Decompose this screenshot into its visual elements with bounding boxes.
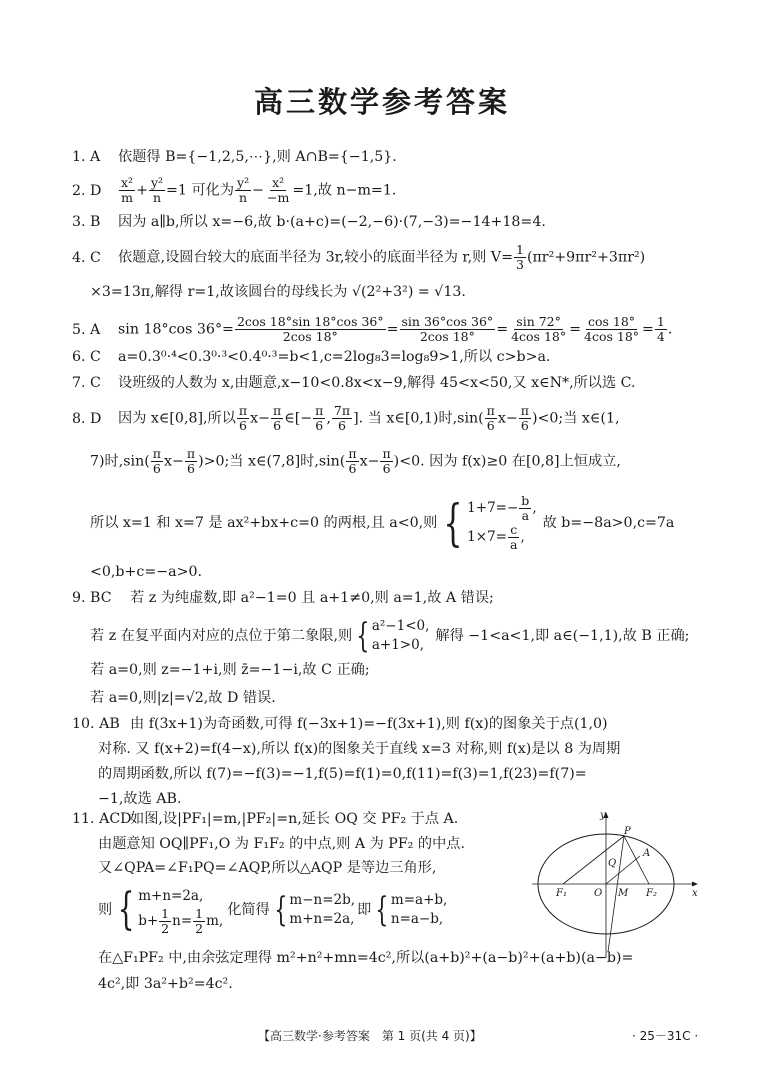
- ellipse-figure: [528, 806, 708, 962]
- equation-system: { m−n=2b, m+n=2a,: [274, 890, 356, 930]
- fraction: $\frac{1}{2}$: [161, 905, 170, 936]
- equation-system: { m=a+b, n=a−b,: [375, 890, 448, 930]
- page-footer: 【高三数学·参考答案 第 1 页(共 4 页)】: [258, 1029, 482, 1043]
- x-axis-arrow: [692, 882, 698, 887]
- fraction: $\frac{\pi}{6}$: [486, 403, 495, 433]
- label-x: x: [692, 888, 698, 899]
- fraction: $\frac{\cos 18^\circ}{4\cos 18^\circ}$: [584, 314, 640, 344]
- fraction: $\frac{\text{x²}}{-m}$: [267, 175, 290, 205]
- answer-9-line-1: 9. BC 若 z 为纯虚数,即 a²−1=0 且 a+1≠0,则 a=1,故 A 错误;: [72, 590, 494, 606]
- fraction: $\frac{\text{y²}}{n}$: [150, 175, 164, 205]
- answer-10-line-3: 的周期函数,所以 f(7)=−f(3)=−1,f(5)=f(1)=0,f(11)=f(3)=1,f(23)=f(7)=: [98, 766, 587, 782]
- equation-system: { m+n=2a, b+ $\frac{1}{2}$ n= $\frac{1}{2}$ m,: [117, 884, 224, 936]
- answer-8-line-3: 所以 x=1 和 x=7 是 ax²+bx+c=0 的两根,且 a<0,则 { 1+7=− $\frac{b}{a}$ , 1×7= $\frac{c}{a}$ , 故 b=−8a>0,c=7a: [90, 493, 675, 552]
- document-code: · 25－31C ·: [632, 1029, 699, 1043]
- answer-10-label: 10. AB: [72, 716, 120, 732]
- fraction: $\frac{2\cos 18^\circ\sin 18^\circ\cos 36^\circ}{2\cos 18^\circ}$: [236, 314, 384, 344]
- equation-system: { 1+7=− $\frac{b}{a}$ , 1×7= $\frac{c}{a}$ ,: [443, 493, 537, 552]
- answer-2: 2. D $\frac{\text{x²}}{m}$ + $\frac{\text{y²}}{n}$ =1 可化为 $\frac{\text{y²}}{n}$ − $\frac{\text{x²}}{-m}$ =1,故 n−m=1.: [72, 175, 397, 205]
- brace: {: [375, 890, 389, 930]
- answer-1-label: 1. A: [72, 149, 101, 165]
- brace: {: [117, 884, 135, 935]
- answer-9-line-3: 若 a=0,则 z=−1+i,则 z̄=−1−i,故 C 正确;: [90, 662, 370, 678]
- fraction: $\frac{7\pi}{6}$: [333, 403, 351, 433]
- label-f2: F₂: [646, 888, 657, 899]
- answer-5: 5. A sin 18°cos 36°= $\frac{2\cos 18^\circ\sin 18^\circ\cos 36^\circ}{2\cos 18^\circ}$ = $\frac{\sin 36^\circ\cos 36^\circ}{2\cos 18^\circ}$ = $\frac{\sin 72^\circ}{4\cos 18^\circ}$ = $\frac{\cos 18^\circ}{4\cos 18^\circ}$ = $\frac{1}{4}$ .: [72, 314, 673, 344]
- fraction: $\frac{\pi}{6}$: [348, 446, 357, 476]
- label-f1: F₁: [556, 888, 567, 899]
- answer-7-text: 设班级的人数为 x,由题意,x−10<0.8x<x−9,解得 45<x<50,又 x∈N*,所以选 C.: [118, 375, 636, 391]
- fraction: $\frac{\sin 72^\circ}{4\cos 18^\circ}$: [511, 314, 567, 344]
- answer-10-line-4: −1,故选 AB.: [98, 791, 182, 807]
- answer-3: [72, 212, 546, 232]
- answer-6-text: a=0.3⁰·⁴<0.3⁰·³<0.4⁰·³=b<1,c=2log₈3=log₈9>1,所以 c>b>a.: [118, 349, 551, 365]
- answer-11-line-1: 11. ACD如图,设|PF₁|=m,|PF₂|=n,延长 OQ 交 PF₂ 于点 A.: [72, 811, 459, 827]
- fraction: $\frac{c}{a}$: [509, 522, 518, 552]
- answer-11-line-3: 又∠QPA=∠F₁PQ=∠AQP,所以△AQP 是等边三角形,: [98, 860, 437, 876]
- label-p: P: [624, 826, 631, 837]
- answer-4-line-1: 4. C 依题意,设圆台较大的底面半径为 3r,较小的底面半径为 r,则 V= $\frac{1}{3}$ (πr²+9πr²+3πr²): [72, 242, 646, 272]
- answer-11-line-2: 由题意知 OQ∥PF₁,O 为 F₁F₂ 的中点,则 A 为 PF₂ 的中点.: [98, 836, 465, 852]
- answer-8-line-1: 8. D 因为 x∈[0,8],所以 $\frac{\pi}{6}$ x− $\frac{\pi}{6}$ ∈[− $\frac{\pi}{6}$ , $\frac{7\pi}{6}$ ]. 当 x∈[0,1)时,sin( $\frac{\pi}{6}$ x− $\frac{\pi}{6}$ )<0;当 x∈(1,: [72, 403, 620, 433]
- fraction: $\frac{\pi}{6}$: [382, 446, 391, 476]
- label-m: M: [618, 888, 629, 899]
- answer-2-label: 2. D: [72, 182, 102, 199]
- answer-3-text: 因为 a∥b,所以 x=−6,故 b·(a+c)=(−2,−6)·(7,−3)=−14+18=4.: [118, 214, 546, 230]
- fraction: $\frac{\pi}{6}$: [273, 403, 282, 433]
- answer-10-line-1: 10. AB 由 f(3x+1)为奇函数,可得 f(−3x+1)=−f(3x+1),则 f(x)的图象关于点(1,0): [72, 716, 608, 732]
- answer-1: [72, 147, 397, 167]
- fraction: $\frac{b}{a}$: [521, 493, 530, 523]
- answer-8-line-4: <0,b+c=−a>0.: [90, 564, 202, 580]
- answer-9-line-4: 若 a=0,则|z|=√2,故 D 错误.: [90, 690, 276, 706]
- answer-11-label: 11. ACD: [72, 811, 132, 827]
- answer-6-label: 6. C: [72, 349, 101, 365]
- label-q: Q: [608, 858, 617, 869]
- fraction: $\frac{\sin 36^\circ\cos 36^\circ}{2\cos 18^\circ}$: [401, 314, 494, 344]
- answer-7-label: 7. C: [72, 375, 101, 391]
- page-title: 高三数学参考答案: [253, 85, 510, 119]
- answer-8-label: 8. D: [72, 410, 102, 427]
- answer-11-line-4: 则 { m+n=2a, b+ $\frac{1}{2}$ n= $\frac{1}{2}$ m, 化简得 { m−n=2b, m+n=2a, 即 { m=a+b, n=a−b,: [98, 884, 448, 936]
- answer-1-text: 依题得 B={−1,2,5,⋯},则 A∩B={−1,5}.: [118, 149, 397, 165]
- fraction: $\frac{\pi}{6}$: [520, 403, 529, 433]
- answer-9-line-2: 若 z 在复平面内对应的点位于第二象限,则 { a²−1<0, a+1>0, 解得 −1<a<1,即 a∈(−1,1),故 B 正确;: [90, 616, 690, 656]
- label-y: y: [600, 810, 606, 821]
- fraction: $\frac{\text{x²}}{m}$: [121, 175, 134, 205]
- answer-11-line-6: 4c²,即 3a²+b²=4c².: [98, 976, 233, 992]
- answer-7: [72, 373, 636, 393]
- label-a: A: [643, 848, 651, 859]
- fraction: $\frac{1}{2}$: [195, 905, 204, 936]
- fraction: $\frac{\pi}{6}$: [152, 446, 161, 476]
- brace: {: [356, 616, 370, 656]
- fraction: $\frac{\text{y²}}{n}$: [237, 175, 250, 205]
- fraction: $\frac{\pi}{6}$: [238, 403, 248, 433]
- fraction: $\frac{\pi}{6}$: [186, 446, 196, 476]
- answer-9-label: 9. BC: [72, 590, 112, 606]
- fraction: $\frac{1}{4}$: [656, 314, 665, 344]
- brace: {: [443, 494, 463, 552]
- answer-8-line-2: 7)时,sin( $\frac{\pi}{6}$ x− $\frac{\pi}{6}$ )>0;当 x∈(7,8]时,sin( $\frac{\pi}{6}$ x− $\frac{\pi}{6}$ )<0. 因为 f(x)≥0 在[0,8]上恒成立,: [90, 446, 621, 476]
- fraction: $\frac{\pi}{6}$: [315, 403, 324, 433]
- brace: {: [274, 890, 288, 930]
- answer-11-line-5: 在△F₁PF₂ 中,由余弦定理得 m²+n²+mn=4c²,所以(a+b)²+(a−b)²+(a+b)(a−b)=: [98, 950, 634, 966]
- answer-6: [72, 347, 550, 367]
- answer-3-label: 3. B: [72, 214, 101, 230]
- inequality-system: { a²−1<0, a+1>0,: [356, 616, 430, 656]
- answer-4-label: 4. C: [72, 249, 101, 266]
- fraction: $\frac{1}{3}$: [515, 242, 524, 272]
- answer-4-line-2: ×3=13π,解得 r=1,故该圆台的母线长为 √(2²+3²) = √13.: [90, 284, 466, 300]
- answer-5-label: 5. A: [72, 321, 101, 338]
- label-o: O: [594, 888, 603, 899]
- answer-10-line-2: 对称. 又 f(x+2)=f(4−x),所以 f(x)的图象关于直线 x=3 对称,则 f(x)是以 8 为周期: [98, 741, 621, 757]
